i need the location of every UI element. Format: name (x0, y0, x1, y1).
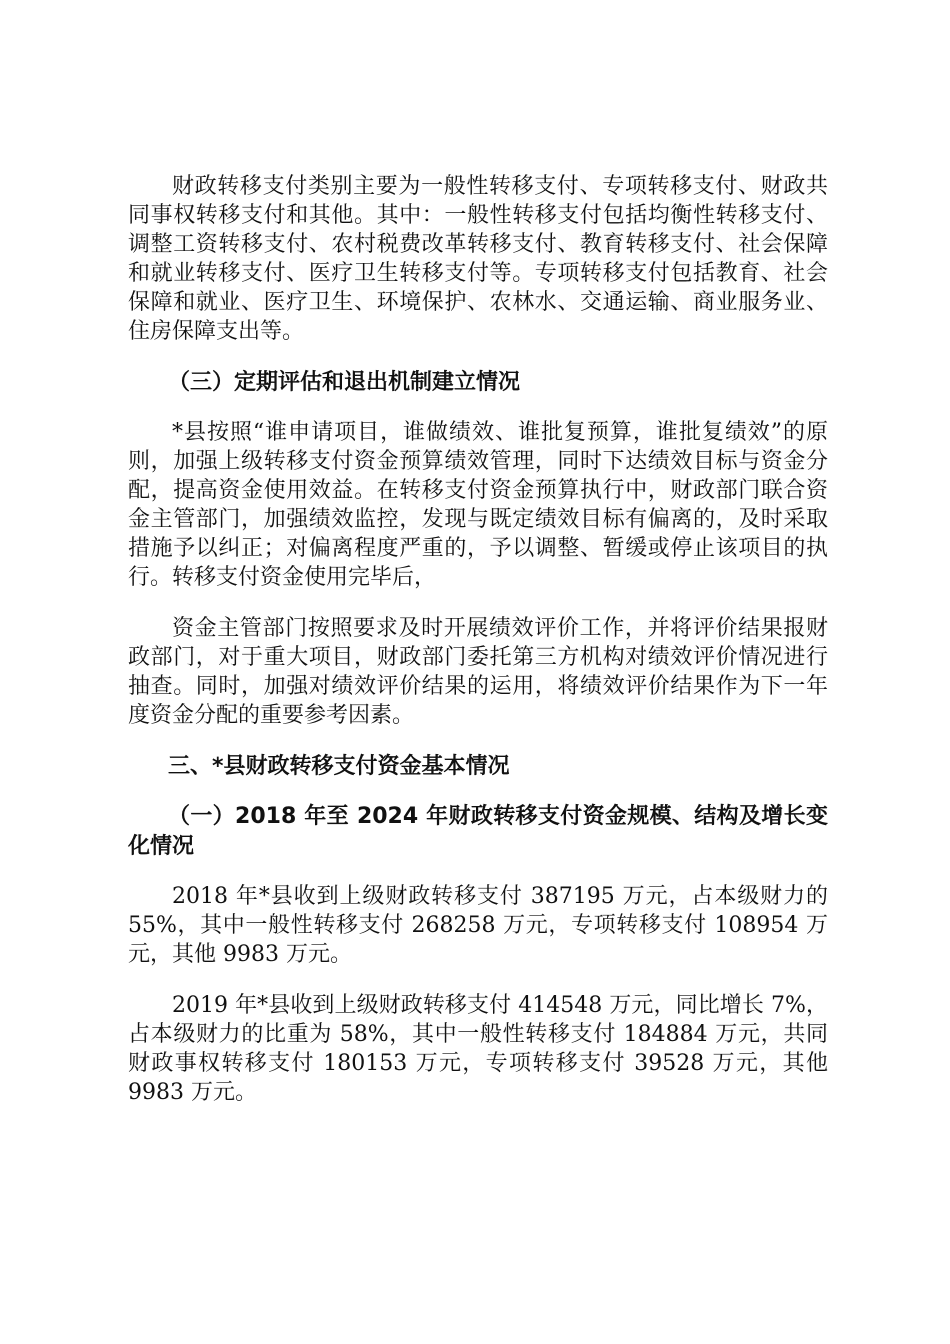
chapter-heading-basic-situation: 三、*县财政转移支付资金基本情况 (168, 754, 510, 779)
document-body (128, 172, 828, 1107)
paragraph-performance-management: *县按照“谁申请项目，谁做绩效、谁批复预算，谁批复绩效”的原则，加强上级转移支付资金预算绩效管理，同时下达绩效目标与资金分配，提高资金使用效益。在转移支付资金预算执行中，财政部门联合资金主管部门，加强绩效监控，发现与既定绩效目标有偏离的，及时采取措施予以纠正；对偏离程度严重的，予以调整、暂缓或停止该项目的执行。转移支付资金使用完毕后， (128, 420, 828, 590)
paragraph-performance-evaluation: 资金主管部门按照要求及时开展绩效评价工作，并将评价结果报财政部门，对于重大项目，财政部门委托第三方机构对绩效评价情况进行抽查。同时，加强对绩效评价结果的运用，将绩效评价结果作为下一年度资金分配的重要参考因素。 (128, 616, 828, 728)
section-heading-evaluation-exit: （三）定期评估和退出机制建立情况 (168, 370, 521, 395)
section-heading-scale-structure: （一）2018 年至 2024 年财政转移支付资金规模、结构及增长变化情况 (128, 804, 828, 859)
paragraph-2019-figures: 2019 年*县收到上级财政转移支付 414548 万元，同比增长 7%，占本级财力的比重为 58%，其中一般性转移支付 184884 万元，共同财政事权转移支付 180153 万元，专项转移支付 39528 万元，其他 9983 万元。 (128, 993, 828, 1105)
paragraph-transfer-categories: 财政转移支付类别主要为一般性转移支付、专项转移支付、财政共同事权转移支付和其他。其中：一般性转移支付包括均衡性转移支付、调整工资转移支付、农村税费改革转移支付、教育转移支付、社会保障和就业转移支付、医疗卫生转移支付等。专项转移支付包括教育、社会保障和就业、医疗卫生、环境保护、农林水、交通运输、商业服务业、住房保障支出等。 (128, 174, 828, 344)
paragraph-2018-figures: 2018 年*县收到上级财政转移支付 387195 万元，占本级财力的 55%，其中一般性转移支付 268258 万元，专项转移支付 108954 万元，其他 9983 万元。 (128, 884, 828, 967)
